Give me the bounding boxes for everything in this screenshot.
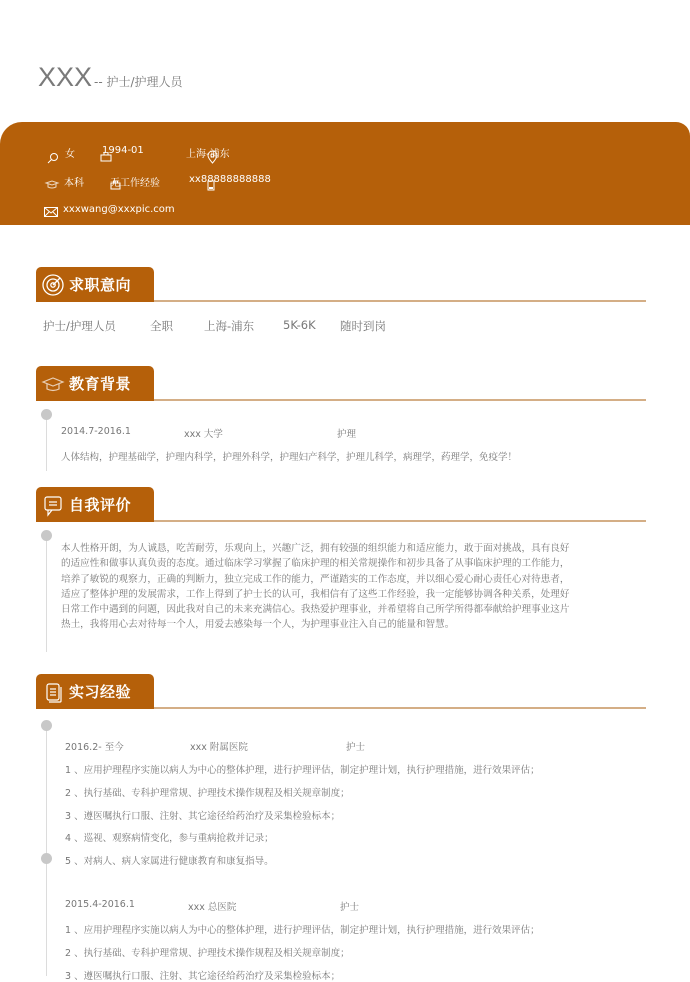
candidate-name: XXX: [38, 62, 93, 92]
section-internship-header: [36, 674, 650, 709]
intent-availability: 随时到岗: [340, 319, 386, 333]
timeline-dot: [41, 853, 52, 864]
job-intent-list: [43, 318, 386, 334]
gender-info: [47, 145, 75, 160]
duty-item: 2 、执行基础、专科护理常规、护理技术操作规程及相关规章制度；: [65, 948, 350, 959]
intent-location: 上海-浦东: [204, 319, 255, 333]
section-self-eval-header: [36, 487, 646, 522]
graduation-cap-icon: [45, 180, 59, 190]
experience-value: 无工作经验: [110, 178, 160, 189]
education-major: 护理: [337, 429, 357, 440]
self-eval-line: 适应了整体护理的发展需求，工作上得到了护士长的认可，我相信有了这些工作经验，我一定能够协调各种关系，处理好: [61, 588, 570, 600]
section-divider: [154, 399, 646, 401]
internship-org: xxx 总医院: [188, 902, 237, 913]
timeline-line: [46, 413, 47, 471]
self-eval-line: 的适应性和做事认真负责的态度。通过临床学习掌握了临床护理的相关常规操作和初步具备了从事临床护理的工作能力，: [61, 558, 570, 570]
internship-period: 2015.4-2016.1: [65, 899, 135, 910]
timeline-line: [46, 534, 47, 652]
document-icon: [41, 680, 65, 704]
self-evaluation-text: [61, 541, 631, 633]
education-school: xxx 大学: [184, 429, 223, 440]
education-value: 本科: [64, 178, 84, 189]
section-divider: [154, 707, 646, 709]
section-title: 实习经验: [69, 683, 132, 701]
education-period: 2014.7-2016.1: [61, 426, 131, 437]
education-courses: 人体结构，护理基础学，护理内科学，护理外科学，护理妇产科学，护理儿科学，病理学，药理学，免疫学！: [61, 452, 518, 463]
section-intent-header: [36, 267, 646, 302]
location-info: [186, 145, 230, 160]
phone-value: xx88888888888: [189, 174, 271, 185]
birth-value: 1994-01: [102, 145, 144, 156]
duty-item: 1 、应用护理程序实施以病人为中心的整体护理，进行护理评估，制定护理计划，执行护理措施，进行效果评估；: [65, 925, 540, 936]
education-entry: [61, 426, 356, 440]
envelope-icon: [44, 207, 58, 217]
graduation-cap-icon: [41, 372, 65, 396]
internship-role: 护士: [340, 902, 360, 913]
section-title: 教育背景: [69, 375, 132, 393]
internship-org: xxx 附属医院: [190, 742, 248, 753]
timeline-dot: [41, 720, 52, 731]
duty-item: 4 、巡视、观察病情变化，参与重病抢救并记录；: [65, 833, 274, 844]
internship-entry-2: [65, 899, 359, 913]
section-divider: [154, 300, 646, 302]
self-eval-line: 培养了敏锐的观察力，正确的判断力，独立完成工作的能力，严谨踏实的工作态度，并以细心爱心耐心责任心对待患者，: [61, 573, 570, 585]
self-eval-line: 本人性格开朗，为人诚恳，吃苦耐劳，乐观向上，兴趣广泛，拥有较强的组织能力和适应能力，敢于面对挑战，具有良好: [61, 543, 570, 554]
intent-type: 全职: [150, 319, 173, 333]
timeline-dot: [41, 409, 52, 420]
education-info: [45, 174, 84, 189]
birth-info: [100, 145, 144, 156]
duty-item: 3 、遵医嘱执行口服、注射、其它途径给药治疗及采集检验标本；: [65, 971, 341, 982]
timeline-line: [46, 724, 47, 976]
phone-info: [189, 174, 271, 185]
location-value: 上海-浦东: [186, 149, 230, 160]
section-education-header: [36, 366, 646, 401]
duty-item: 1 、应用护理程序实施以病人为中心的整体护理，进行护理评估，制定护理计划，执行护理措施，进行效果评估；: [65, 765, 540, 776]
target-icon: [41, 273, 65, 297]
gender-value: 女: [65, 149, 75, 160]
duty-item: 2 、执行基础、专科护理常规、护理技术操作规程及相关规章制度；: [65, 788, 350, 799]
duty-item: 3 、遵医嘱执行口服、注射、其它途径给药治疗及采集检验标本；: [65, 811, 341, 822]
timeline-dot: [41, 530, 52, 541]
intent-position: 护士/护理人员: [43, 319, 116, 333]
section-divider: [154, 520, 646, 522]
self-eval-line: 热土，我将用心去对待每一个人，用爱去感染每一个人，为护理事业注入自己的能量和智慧。: [61, 619, 455, 631]
internship-role: 护士: [346, 742, 366, 753]
phone-icon: [207, 180, 215, 191]
comment-icon: [41, 493, 65, 517]
briefcase-icon: [110, 180, 121, 190]
resume-header: [38, 62, 183, 93]
intent-salary: 5K-6K: [283, 318, 316, 332]
job-title: -- 护士/护理人员: [94, 75, 183, 89]
experience-info: [110, 174, 160, 189]
section-title: 求职意向: [69, 276, 132, 294]
internship-period: 2016.2- 至今: [65, 742, 124, 753]
cake-icon: [100, 150, 112, 162]
internship-entry-1: [65, 739, 365, 753]
duty-item: 5 、对病人、病人家属进行健康教育和康复指导。: [65, 856, 274, 867]
gender-icon: [47, 152, 59, 164]
email-info: [44, 204, 175, 215]
section-title: 自我评价: [69, 496, 132, 514]
email-value: xxxwang@xxxpic.com: [63, 204, 175, 215]
location-pin-icon: [207, 151, 218, 164]
self-eval-line: 日常工作中遇到的问题，因此我对自己的未来充满信心。我热爱护理事业，并希望将自己所学所得都奉献给护理事业这片: [61, 604, 570, 616]
